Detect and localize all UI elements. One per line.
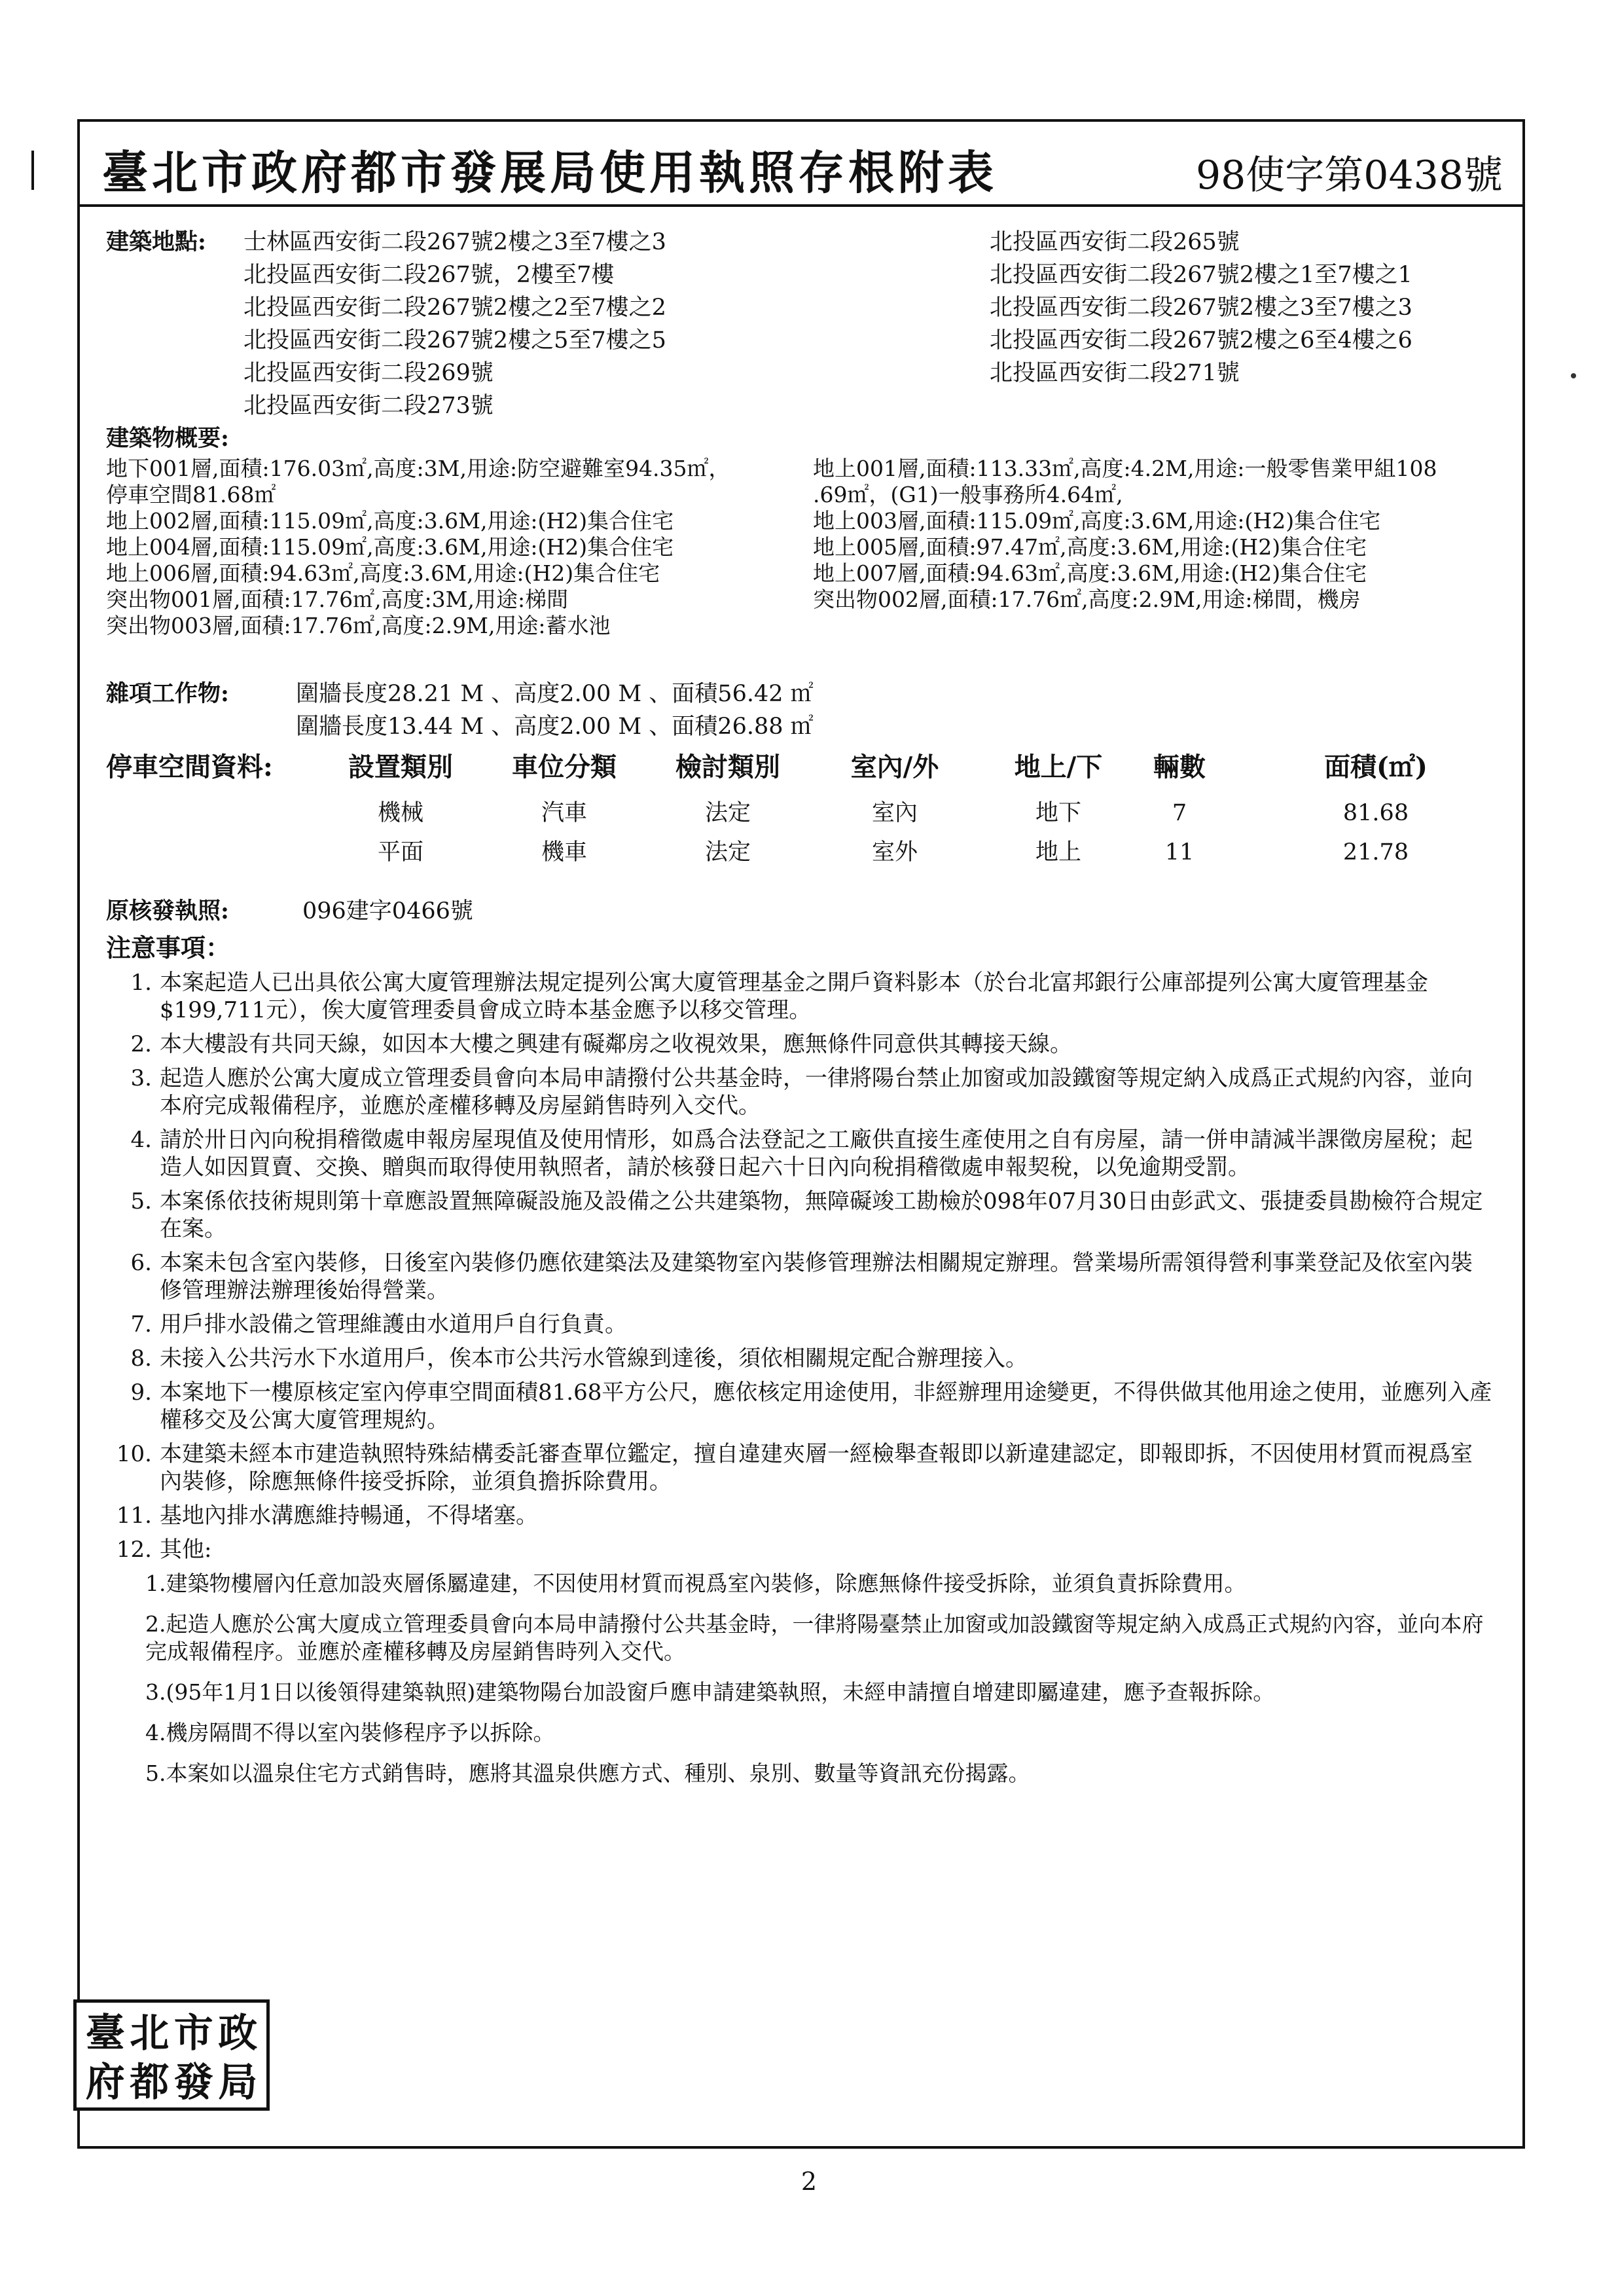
floor-line: 地上001層,面積:113.33㎡,高度:4.2M,用途:一般零售業甲組108 <box>813 456 1437 481</box>
floor-line: 地上002層,面積:115.09㎡,高度:3.6M,用途:(H2)集合住宅 <box>106 508 674 534</box>
note-text: 本案起造人已出具依公寓大廈管理辦法規定提列公寓大廈管理基金之開戶資料影本（於台北富邦銀行公庫部提列公寓大廈管理基金$199,711元），俟大廈管理委員會成立時本基金應予以移交管理。 <box>160 970 1428 1023</box>
note-number: 6. <box>130 1250 152 1276</box>
floor-line: 地上007層,面積:94.63㎡,高度:3.6M,用途:(H2)集合住宅 <box>813 560 1367 586</box>
address-line: 北投區西安街二段267號2樓之2至7樓之2 <box>243 295 666 321</box>
floor-line: 地上003層,面積:115.09㎡,高度:3.6M,用途:(H2)集合住宅 <box>813 508 1381 534</box>
note-item <box>106 1188 1494 1243</box>
overview-left-column <box>106 456 833 639</box>
floor-line: 地上005層,面積:97.47㎡,高度:3.6M,用途:(H2)集合住宅 <box>813 534 1367 560</box>
parking-cell: 平面 <box>377 839 423 866</box>
document-title: 臺北市政府都市發展局使用執照存根附表 <box>102 145 998 200</box>
other-note-item: 5.本案如以溫泉住宅方式銷售時，應將其溫泉供應方式、種別、泉別、數量等資訊充份揭露。 <box>145 1760 1030 1786</box>
parking-cell: 機械 <box>377 800 423 826</box>
overview-label: 建築物概要: <box>106 425 229 452</box>
address-left-column <box>243 227 937 423</box>
page-number: 2 <box>800 2167 818 2196</box>
misc-works-items <box>296 678 814 744</box>
seal-characters <box>83 2009 260 2105</box>
wall-item: 圍牆長度13.44 M 、高度2.00 M 、面積26.88 ㎡ <box>296 714 814 740</box>
other-note-item: 3.(95年1月1日以後領得建築執照)建築物陽台加設窗戶應申請建築執照，未經申請擅自增建即屬違建，應予查報拆除。 <box>145 1679 1275 1705</box>
note-number: 4. <box>130 1127 152 1153</box>
parking-label: 停車空間資料: <box>106 752 273 782</box>
parking-section <box>106 752 1494 883</box>
parking-cell: 室內 <box>871 800 918 826</box>
parking-header-cell: 車位分類 <box>512 752 617 782</box>
document-frame <box>77 119 1525 2149</box>
notes-list <box>106 969 1494 1787</box>
address-line: 北投區西安街二段267號2樓之6至4樓之6 <box>990 327 1412 354</box>
floor-line: 突出物002層,面積:17.76㎡,高度:2.9M,用途:梯間，機房 <box>813 587 1361 612</box>
note-text: 本大樓設有共同天線，如因本大樓之興建有礙鄰房之收視效果，應無條件同意供其轉接天線。 <box>160 1031 1072 1057</box>
note-number: 3. <box>130 1065 152 1091</box>
parking-header-row <box>106 752 1494 784</box>
floor-line: 地上006層,面積:94.63㎡,高度:3.6M,用途:(H2)集合住宅 <box>106 560 660 586</box>
notes-title: 注意事項： <box>106 933 231 962</box>
note-item <box>106 1536 1494 1563</box>
parking-cell: 21.78 <box>1342 839 1409 866</box>
binding-mark <box>31 151 41 190</box>
note-text: 本案未包含室內裝修，日後室內裝修仍應依建築法及建築物室內裝修管理辦法相關規定辦理。營業場所需領得營利事業登記及依室內裝修管理辦法辦理後始得營業。 <box>160 1250 1473 1303</box>
note-number: 8. <box>130 1345 152 1372</box>
address-line: 北投區西安街二段273號 <box>243 393 494 419</box>
note-text: 未接入公共污水下水道用戶，俟本市公共污水管線到達後，須依相關規定配合辦理接入。 <box>160 1345 1028 1372</box>
parking-cell: 室外 <box>871 839 918 866</box>
floor-line: 地上004層,面積:115.09㎡,高度:3.6M,用途:(H2)集合住宅 <box>106 534 674 560</box>
parking-header-cell: 設置類別 <box>348 752 453 782</box>
parking-cell: 法定 <box>704 800 751 826</box>
note-item <box>106 1065 1494 1120</box>
title-row <box>80 122 1522 207</box>
seal-char: 市 <box>173 2011 213 2056</box>
note-item <box>106 1379 1494 1434</box>
note-number: 2. <box>130 1031 152 1057</box>
misc-works-label: 雜項工作物: <box>106 680 229 707</box>
note-number: 12. <box>116 1537 152 1563</box>
note-item <box>106 1502 1494 1529</box>
permit-number: 98使字第0438號 <box>1195 153 1503 198</box>
parking-header-cell: 面積(㎡) <box>1324 752 1428 782</box>
misc-works-section <box>106 678 1494 744</box>
note-text: 本建築未經本市建造執照特殊結構委託審查單位鑑定，擅自違建夾層一經檢舉查報即以新違建認定，即報即拆，不因使用材質而視爲室內裝修，除應無條件接受拆除，並須負擔拆除費用。 <box>160 1441 1473 1495</box>
parking-cell: 法定 <box>704 839 751 866</box>
parking-header-cell: 地上/下 <box>1014 752 1103 782</box>
seal-char: 臺 <box>85 2011 125 2056</box>
address-line: 北投區西安街二段269號 <box>243 360 494 386</box>
note-item <box>106 1345 1494 1372</box>
address-line: 北投區西安街二段267號2樓之1至7樓之1 <box>990 262 1412 288</box>
note-item <box>106 969 1494 1024</box>
wall-item: 圍牆長度28.21 M 、高度2.00 M 、面積56.42 ㎡ <box>296 681 814 707</box>
note-number: 10. <box>116 1441 152 1467</box>
parking-header-cell: 輛數 <box>1153 752 1206 782</box>
note-number: 7. <box>130 1311 152 1338</box>
document-content <box>106 227 1494 1800</box>
note-text: 本案地下一樓原核定室內停車空間面積81.68平方公尺，應依核定用途使用，非經辦理用途變更，不得供做其他用途之使用，並應列入產權移交及公寓大廈管理規約。 <box>160 1379 1492 1433</box>
note-text: 請於卅日內向稅捐稽徵處申報房屋現值及使用情形，如爲合法登記之工廠供直接生產使用之自有房屋，請一併申請減半課徵房屋稅；起造人如因買賣、交換、贈與而取得使用執照者，請於核發日起六十日內向稅捐稽徵處申報契稅，以免逾期受罰。 <box>160 1127 1473 1180</box>
parking-header-cell: 室內/外 <box>850 752 939 782</box>
note-item <box>106 1311 1494 1338</box>
scan-speck <box>1571 373 1576 378</box>
seal-char: 都 <box>130 2060 170 2105</box>
floor-line: 突出物001層,面積:17.76㎡,高度:3M,用途:梯間 <box>106 587 569 612</box>
note-number: 1. <box>130 970 152 996</box>
seal-char: 政 <box>218 2011 258 2056</box>
seal-char: 北 <box>130 2011 170 2056</box>
address-section <box>106 227 1494 423</box>
note-item <box>106 1249 1494 1304</box>
floor-line: .69㎡，(G1)一般事務所4.64㎡, <box>813 482 1123 507</box>
parking-header-cell: 檢討類別 <box>675 752 780 782</box>
note-item <box>106 1126 1494 1181</box>
seal-char: 局 <box>218 2060 258 2105</box>
note-item <box>106 1440 1494 1495</box>
parking-cell: 地下 <box>1035 800 1081 826</box>
floor-line: 突出物003層,面積:17.76㎡,高度:2.9M,用途:蓄水池 <box>106 613 611 638</box>
parking-cell: 機車 <box>541 839 587 866</box>
note-text: 用戶排水設備之管理維護由水道用戶自行負責。 <box>160 1311 627 1338</box>
parking-row <box>106 797 1494 830</box>
other-note-item: 1.建築物樓層內任意加設夾層係屬違建，不因使用材質而視爲室內裝修，除應無條件接受拆除，並須負責拆除費用。 <box>145 1571 1246 1596</box>
address-line: 士林區西安街二段267號2樓之3至7樓之3 <box>243 229 666 255</box>
seal-char: 府 <box>85 2060 125 2105</box>
original-permit-label: 原核發執照: <box>106 898 229 924</box>
parking-cell: 7 <box>1172 800 1187 826</box>
floor-line: 停車空間81.68㎡ <box>106 482 276 507</box>
note-text: 本案係依技術規則第十章應設置無障礙設施及設備之公共建築物，無障礙竣工勘檢於098年07月30日由彭武文、張捷委員勘檢符合規定在案。 <box>160 1188 1483 1242</box>
parking-row <box>106 837 1494 869</box>
address-line: 北投區西安街二段265號 <box>990 229 1240 255</box>
floor-line: 地下001層,面積:176.03㎡,高度:3M,用途:防空避難室94.35㎡， <box>106 456 730 481</box>
address-line: 北投區西安街二段271號 <box>990 360 1240 386</box>
address-right-column <box>990 227 1487 390</box>
overview-right-column <box>813 456 1500 613</box>
parking-cell: 地上 <box>1035 839 1081 866</box>
original-permit-value: 096建字0466號 <box>302 898 473 924</box>
address-line: 北投區西安街二段267號，2樓至7樓 <box>243 262 615 288</box>
overview-section <box>106 456 1494 678</box>
address-line: 北投區西安街二段267號2樓之5至7樓之5 <box>243 327 666 354</box>
note-item <box>106 1030 1494 1058</box>
note-number: 5. <box>130 1188 152 1214</box>
note-text: 基地內排水溝應維持暢通，不得堵塞。 <box>160 1503 538 1529</box>
parking-cell: 11 <box>1164 839 1195 866</box>
address-line: 北投區西安街二段267號2樓之3至7樓之3 <box>990 295 1412 321</box>
original-permit-section <box>106 896 1494 932</box>
seal-char: 發 <box>173 2060 213 2105</box>
other-note-item: 2.起造人應於公寓大廈成立管理委員會向本局申請撥付公共基金時，一律將陽臺禁止加窗或加設鐵窗等規定納入成爲正式規約內容，並向本府完成報備程序。並應於產權移轉及房屋銷售時列入交代。 <box>145 1611 1484 1664</box>
parking-cell: 81.68 <box>1342 800 1409 826</box>
note-text: 起造人應於公寓大廈成立管理委員會向本局申請撥付公共基金時，一律將陽台禁止加窗或加設鐵窗等規定納入成爲正式規約內容，並向本府完成報備程序，並應於產權移轉及房屋銷售時列入交代。 <box>160 1065 1473 1119</box>
note-number: 9. <box>130 1379 152 1406</box>
address-label: 建築地點: <box>106 228 206 255</box>
official-seal-stamp <box>73 1999 270 2111</box>
other-note-item: 4.機房隔間不得以室內裝修程序予以拆除。 <box>145 1720 555 1745</box>
parking-cell: 汽車 <box>541 800 587 826</box>
note-text: 其他: <box>160 1537 212 1563</box>
note-number: 11. <box>116 1503 152 1529</box>
